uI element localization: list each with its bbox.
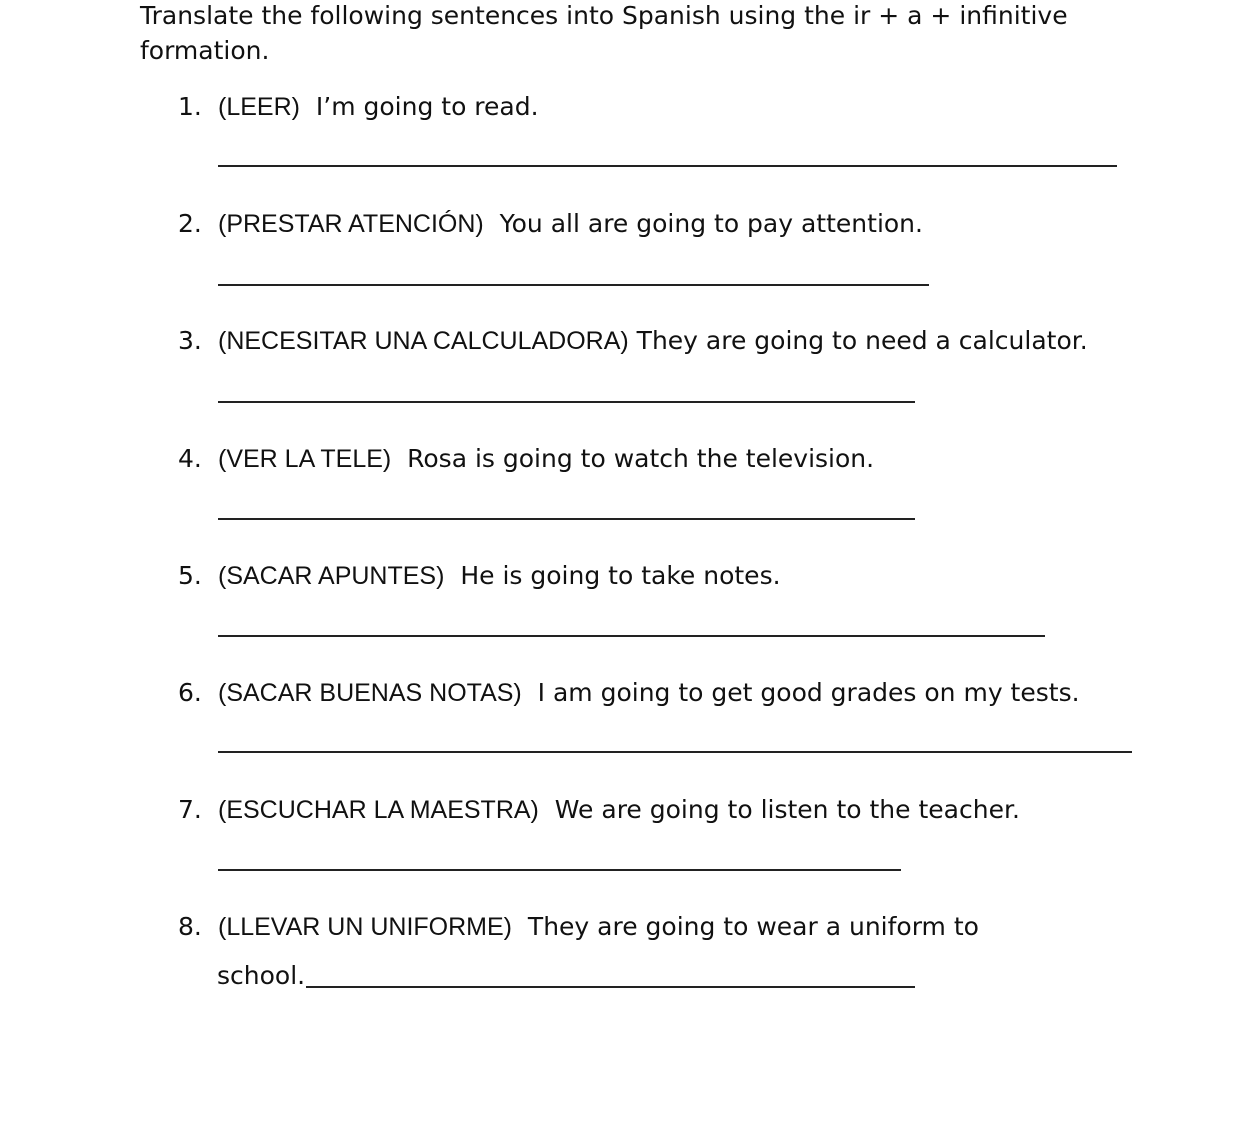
instructions-text: Translate the following sentences into Spanish using the ir + a + infinitive formation. bbox=[140, 1, 1068, 65]
question-number: 7. bbox=[178, 795, 202, 824]
question-2 bbox=[178, 209, 923, 239]
question-number: 6. bbox=[178, 678, 202, 707]
english-sentence: We are going to listen to the teacher. bbox=[554, 795, 1020, 824]
english-sentence: I’m going to read. bbox=[315, 92, 539, 121]
question-5 bbox=[178, 561, 781, 591]
verb-prompt: (SACAR APUNTES) bbox=[218, 562, 445, 590]
question-8-continuation bbox=[217, 961, 305, 991]
question-number: 1. bbox=[178, 92, 202, 121]
verb-prompt: (NECESITAR UNA CALCULADORA) bbox=[218, 327, 629, 355]
question-8 bbox=[178, 912, 979, 942]
answer-line-1[interactable] bbox=[218, 165, 1117, 167]
verb-prompt: (LEER) bbox=[218, 93, 300, 121]
question-number: 3. bbox=[178, 326, 202, 355]
answer-line-6[interactable] bbox=[218, 751, 1132, 753]
answer-line-8[interactable] bbox=[306, 986, 915, 988]
question-6 bbox=[178, 678, 1080, 708]
english-sentence: He is going to take notes. bbox=[460, 561, 781, 590]
verb-prompt: (LLEVAR UN UNIFORME) bbox=[218, 913, 513, 941]
english-sentence: I am going to get good grades on my tests. bbox=[537, 678, 1080, 707]
answer-line-2[interactable] bbox=[218, 284, 929, 286]
question-number: 5. bbox=[178, 561, 202, 590]
verb-prompt: (SACAR BUENAS NOTAS) bbox=[218, 679, 522, 707]
english-sentence: Rosa is going to watch the television. bbox=[407, 444, 875, 473]
answer-line-5[interactable] bbox=[218, 635, 1045, 637]
verb-prompt: (PRESTAR ATENCIÓN) bbox=[218, 210, 484, 238]
english-sentence: They are going to wear a uniform to bbox=[527, 912, 979, 941]
verb-prompt: (ESCUCHAR LA MAESTRA) bbox=[218, 796, 539, 824]
question-7 bbox=[178, 795, 1020, 825]
answer-line-7[interactable] bbox=[218, 869, 901, 871]
answer-line-3[interactable] bbox=[218, 401, 915, 403]
question-1 bbox=[178, 92, 539, 122]
sentence-continuation: school. bbox=[217, 961, 306, 990]
english-sentence: They are going to need a calculator. bbox=[636, 326, 1088, 355]
question-3 bbox=[178, 326, 1088, 356]
english-sentence: You all are going to pay attention. bbox=[499, 209, 923, 238]
answer-line-4[interactable] bbox=[218, 518, 915, 520]
question-number: 4. bbox=[178, 444, 202, 473]
verb-prompt: (VER LA TELE) bbox=[218, 445, 392, 473]
question-4 bbox=[178, 444, 874, 474]
question-number: 2. bbox=[178, 209, 202, 238]
question-number: 8. bbox=[178, 912, 202, 941]
